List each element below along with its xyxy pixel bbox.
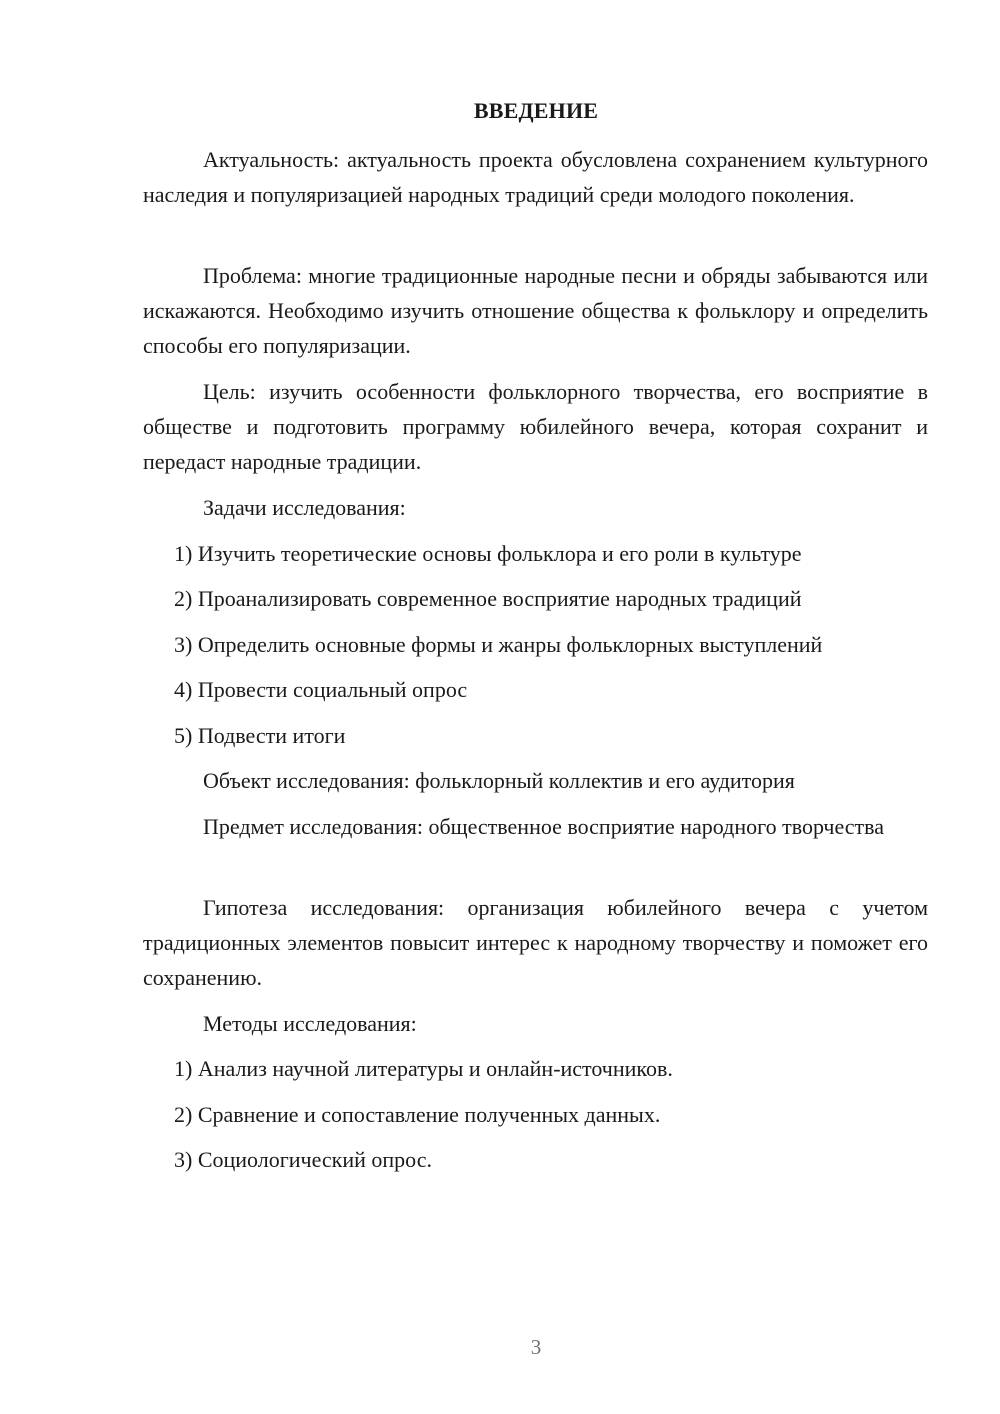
paragraph-relevance: Актуальность: актуальность проекта обусловлена сохранением культурного наследия и популяризацией народных традиций среди молодого поколения. bbox=[143, 147, 928, 207]
paragraph-object: Объект исследования: фольклорный коллектив и его аудитория bbox=[203, 768, 795, 793]
page-title: ВВЕДЕНИЕ bbox=[473, 98, 599, 123]
method-item-3: 3) Социологический опрос. bbox=[174, 1147, 432, 1172]
task-item-5: 5) Подвести итоги bbox=[174, 723, 346, 748]
task-item-3: 3) Определить основные формы и жанры фольклорных выступлений bbox=[174, 632, 823, 657]
task-item-4: 4) Провести социальный опрос bbox=[174, 677, 468, 702]
page-number: 3 bbox=[530, 1335, 542, 1359]
methods-label: Методы исследования: bbox=[203, 1011, 417, 1036]
task-item-2: 2) Проанализировать современное восприятие народных традиций bbox=[174, 586, 802, 611]
paragraph-subject: Предмет исследования: общественное восприятие народного творчества bbox=[203, 814, 885, 839]
paragraph-problem: Проблема: многие традиционные народные песни и обряды забываются или искажаются. Необходимо изучить отношение общества к фольклору и определить способы его популяризации. bbox=[143, 263, 928, 358]
method-item-1: 1) Анализ научной литературы и онлайн-источников. bbox=[174, 1056, 673, 1081]
tasks-label: Задачи исследования: bbox=[203, 495, 406, 520]
paragraph-goal: Цель: изучить особенности фольклорного творчества, его восприятие в обществе и подготовить программу юбилейного вечера, которая сохранит и передаст народные традиции. bbox=[143, 379, 928, 474]
paragraph-hypothesis: Гипотеза исследования: организация юбилейного вечера с учетом традиционных элементов повысит интерес к народному творчеству и поможет его сохранению. bbox=[143, 895, 928, 990]
method-item-2: 2) Сравнение и сопоставление полученных данных. bbox=[174, 1102, 661, 1127]
task-item-1: 1) Изучить теоретические основы фольклора и его роли в культуре bbox=[174, 541, 802, 566]
